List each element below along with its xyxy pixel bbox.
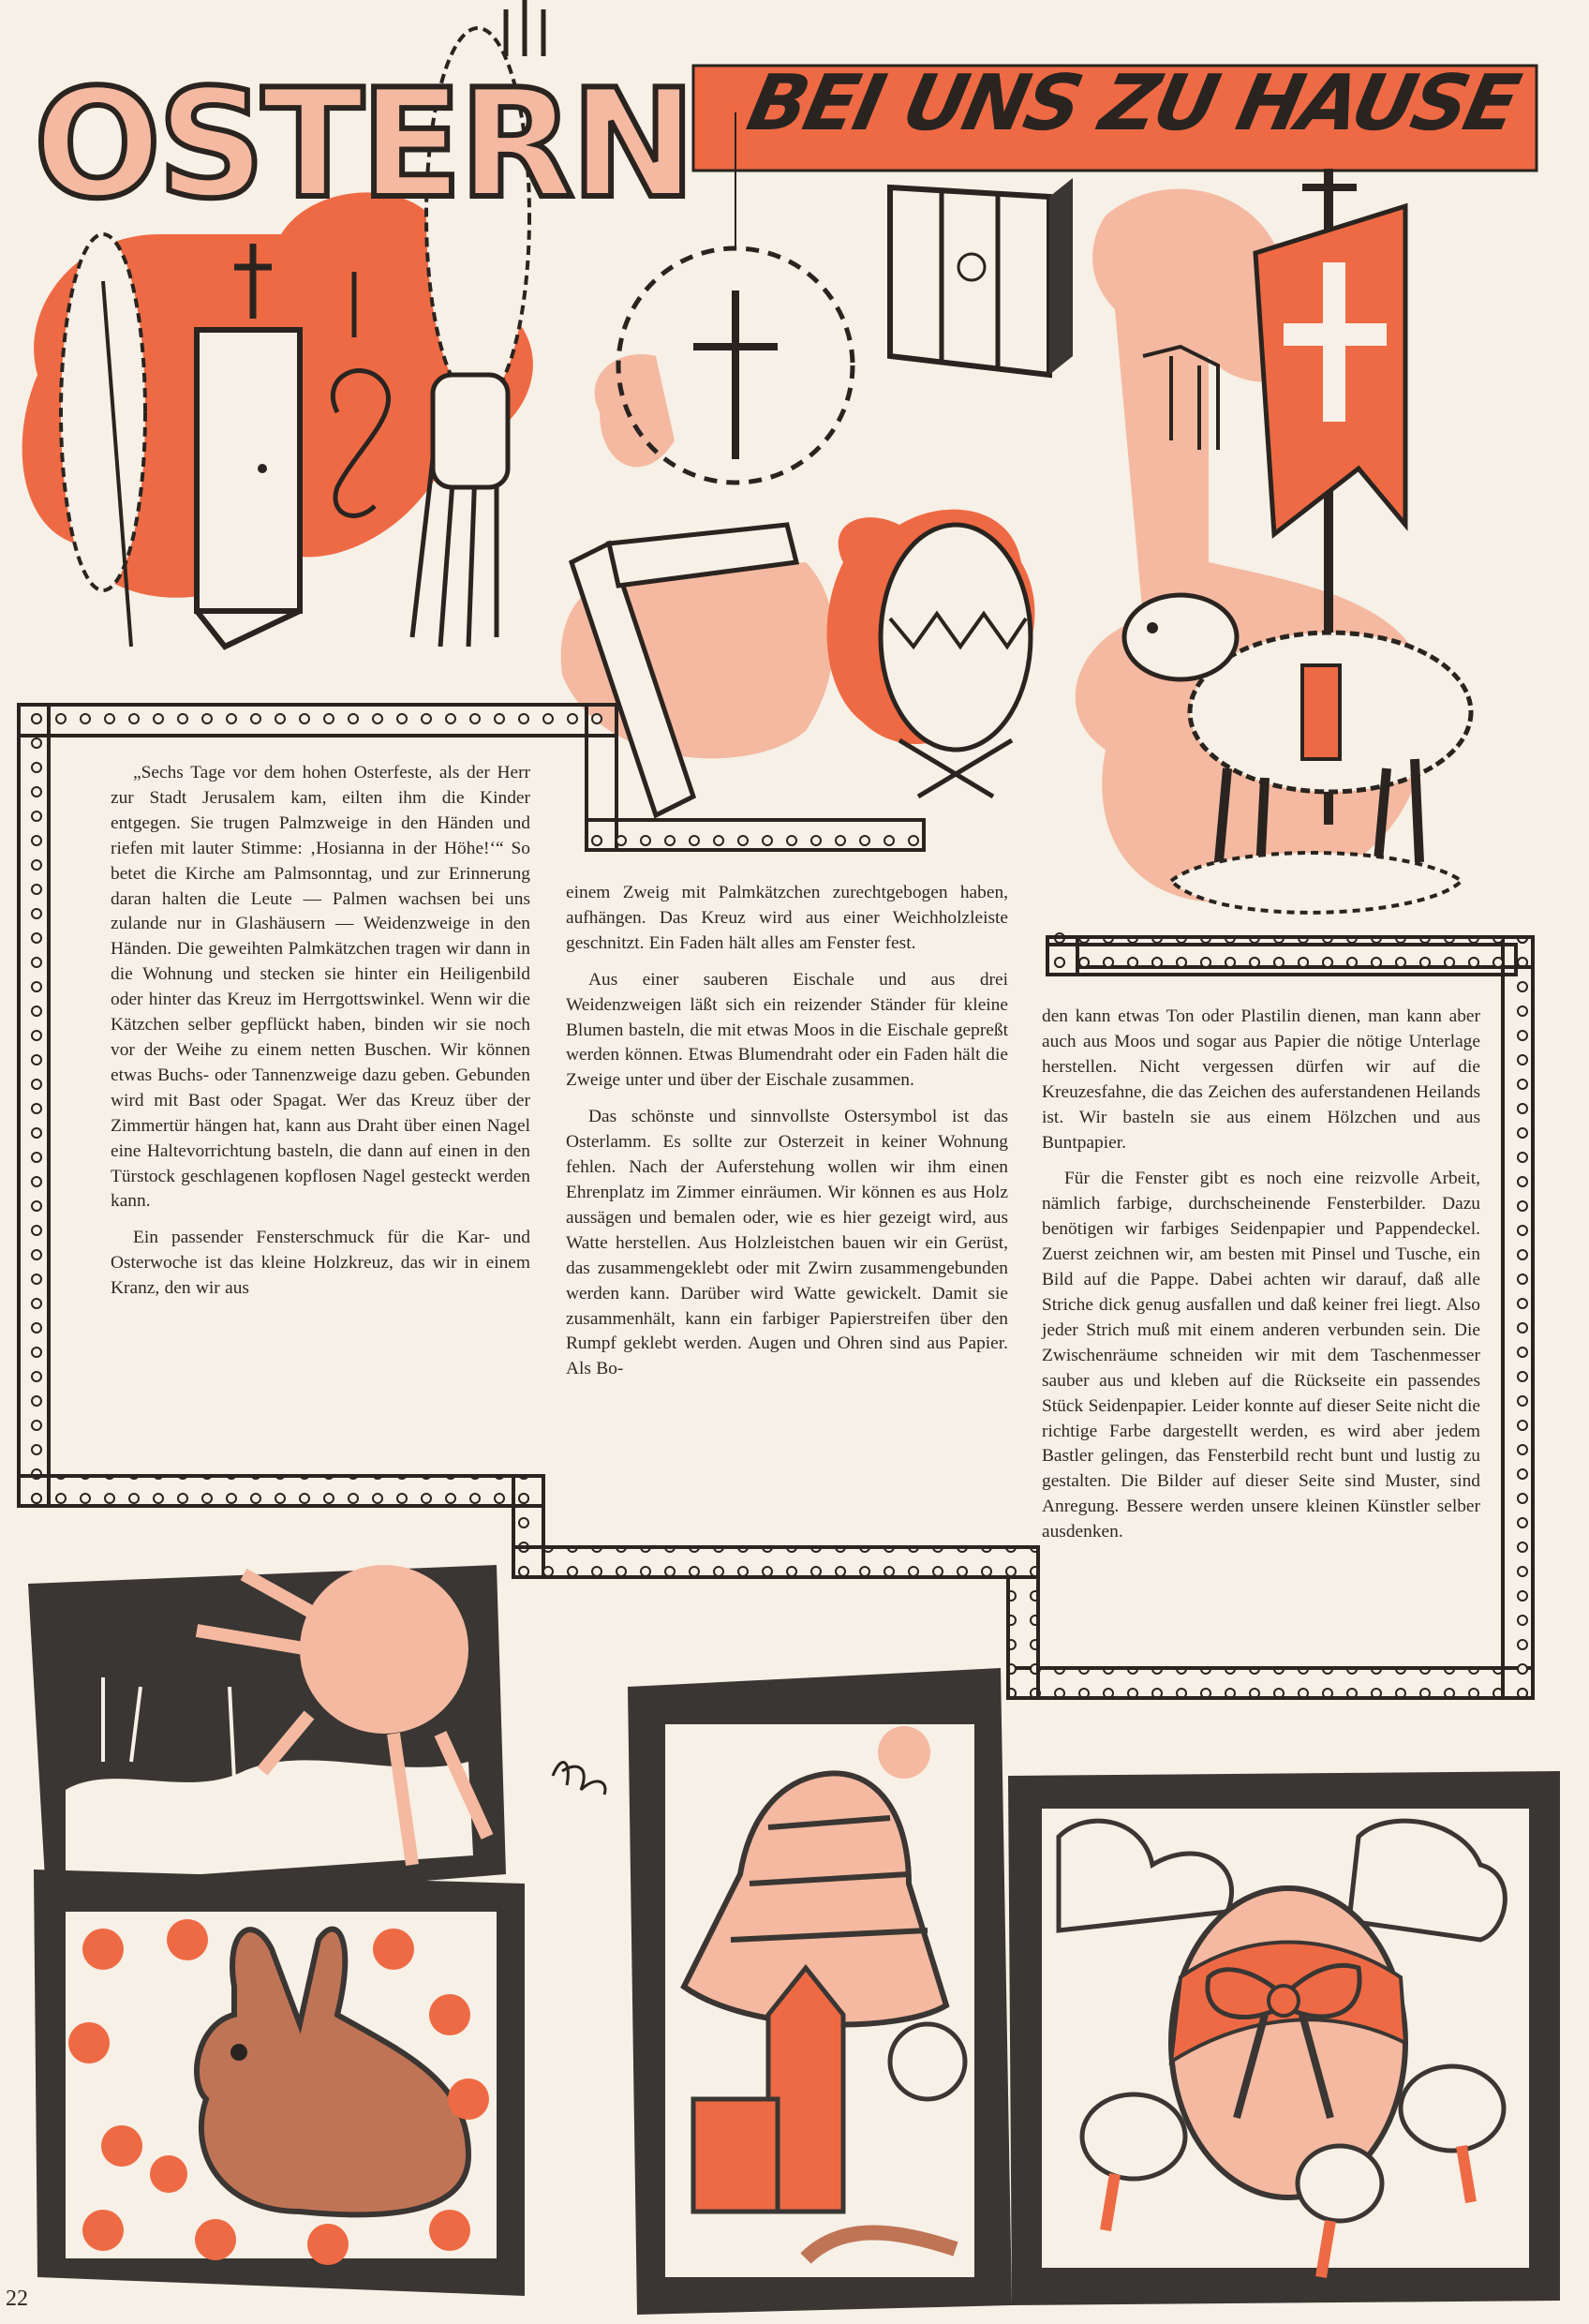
flag-lamb-illustration (1076, 169, 1471, 913)
article-paragraph: Aus einer sauberen Eischale und aus drei Weidenzweigen läßt sich ein reizender Ständer für kleine Blumen basteln, die mit etwas Moos in die Eischale gepreßt werden können. Etwas Blumendraht oder ein Faden hält die Zweige unter und über der Eischale zusammen. (566, 969, 1008, 1091)
article-paragraph: Ein passender Fensterschmuck für die Kar- und Osterwoche ist das kleine Holzkreuz, das wir in einem Kranz, den wir aus (111, 1228, 530, 1299)
rabbit-window-picture (34, 1870, 525, 2296)
article-paragraph: Das schönste und sinnvollste Ostersymbol ist das Osterlamm. Es sollte zur Osterzeit in keiner Wohnung fehlen. Nach der Auferstehung wollen wir ihm einen Ehrenplatz im Zimmer einräumen. Wir können es aus Holz aussägen und bemalen oder, wie es hier gezeigt wird, aus Watte herstellen. Aus Holzleistchen bauen wir ein Gerüst, das zusammengeklebt oder mit Zwirn zusammengebunden werden kann. Darüber wird Watte gewickelt. Damit sie zusammenhält, kann ein farbiger Papierstreifen über den Rumpf geklebt werden. Augen und Ohren sind aus Papier. Als Bo- (566, 1107, 1008, 1379)
article-paragraph: einem Zweig mit Palmkätzchen zurechtgebogen haben, aufhängen. Das Kreuz wird aus einer Weichholzleiste geschnitzt. Ein Faden hält alles am Fenster fest. (566, 883, 1008, 953)
article-column-3 (1042, 1005, 1480, 1557)
article-column-2 (566, 881, 1008, 1393)
article-paragraph: „Sechs Tage vor dem hohen Osterfeste, als der Herr zur Stadt Jerusalem kam, eilten ihm die Kinder entgegen. Sie trugen Palmzweige in den Händen und riefen mit lauter Stimme: ‚Hosianna in der Höhe!‘“ So betet die Kirche am Palmsonntag, und zur Erinnerung daran halten die Leute — Palmen wachsen bei uns zulande nur in Glashäusern — Weidenzweige in den Händen. Die geweihten Palmkätzchen tragen wir dann in die Wohnung und stecken sie hinter ein Heiligenbild oder hinter das Kreuz im Herrgottswinkel. Wenn wir die Kätzchen selber gepflückt haben, binden wir sie noch vor der Weihe zu einem netten Buschen. Wir können etwas Buchs- oder Tannenzweige dazu geben. Gebunden wird mit Bast oder Spagat. Wer das Kreuz über der Zimmertür hängen hat, kann aus Draht über einen Nagel eine Haltevorrichtung basteln, die dann auf einen in den Türstock geschlagenen kopflosen Nagel gesteckt werden kann. (111, 763, 530, 1212)
egg-vase-illustration (827, 510, 1035, 797)
page-title: OSTERN (34, 56, 692, 231)
page-subtitle: BEI UNS ZU HAUSE (740, 59, 1525, 148)
sun-window-picture (28, 1565, 506, 1912)
egg-window-picture (1008, 1771, 1560, 2305)
article-paragraph: Für die Fenster gibt es noch eine reizvolle Arbeit, nämlich farbige, durchscheinende Fensterbilder. Dazu benötigen wir farbiges Seidenpapier und Pappendeckel. Zuerst zeichnen wir, am besten mit Pinsel und Tusche, ein Bild auf die Pappe. Dabei achten wir darauf, daß alle Striche dick genug ausfallen und daß keiner frei liegt. Also jeder Strich muß mit einem anderen verbunden sein. Die Zwischenräume schneiden wir mit dem Taschenmesser sauber aus und kleben auf die Rückseite ein passendes Stück Seidenpapier. Leider konnte auf dieser Seite nicht die richtige Farbe dargestellt werden, es wird aber jedem Bastler gelingen, das Fensterbild recht bunt und lustig zu gestalten. Die Bilder auf dieser Seite sind Muster, sind Anregung. Bessere werden unsere kleinen Künstler selber ausdenken. (1042, 1169, 1480, 1542)
artist-signature (553, 1763, 605, 1795)
article-paragraph: den kann etwas Ton oder Plastilin dienen, man kann aber auch aus Moos und sogar aus Papier die nötige Unterlage herstellen. Nicht vergessen dürfen wir auf die Kreuzesfahne, die das Zeichen des auferstandenen Heilands ist. Wir basteln sie aus einem Hölzchen und aus Buntpapier. (1042, 1006, 1480, 1153)
bell-window-picture (628, 1668, 1012, 2315)
article-column-1 (111, 761, 530, 1313)
page-number: 22 (6, 2287, 28, 2311)
